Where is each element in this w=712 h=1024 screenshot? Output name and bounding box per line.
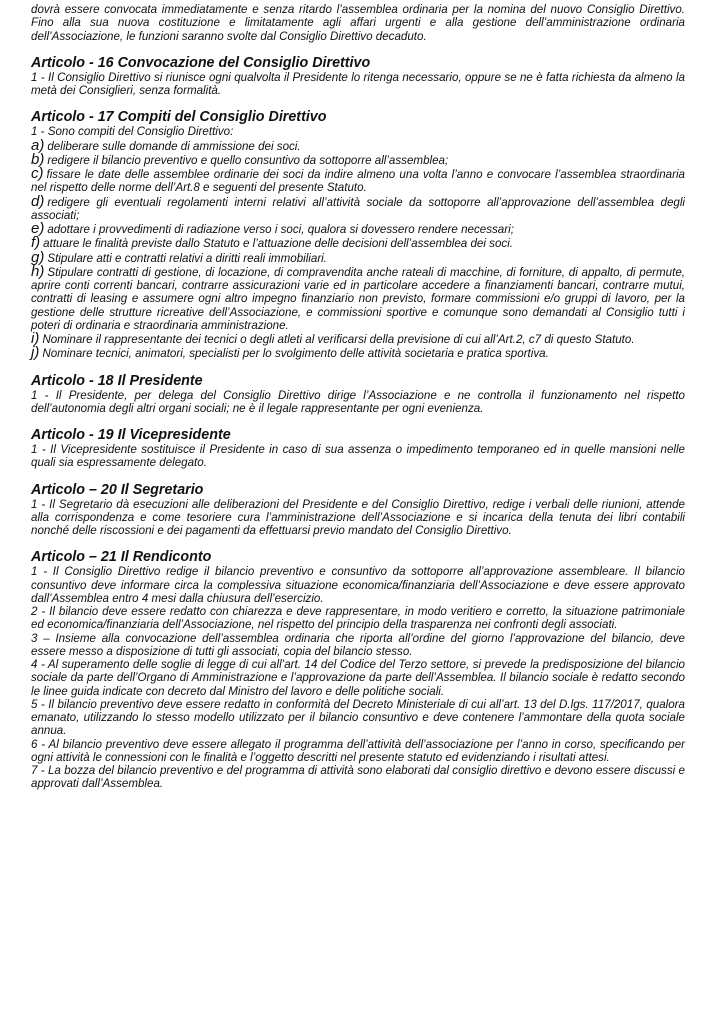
- article-17-paragraph-1: 1 - Sono compiti del Consiglio Direttivo:: [31, 125, 234, 139]
- list-item: [31, 167, 685, 195]
- article-16-paragraph-1: 1 - Il Consiglio Direttivo si riunisce ogni qualvolta il Presidente lo ritenga necessario, oppure se ne è fatta richiesta da almeno la metà dei Consiglieri, senza formalità.: [31, 70, 685, 97]
- list-item-letter: d): [31, 192, 45, 210]
- list-item: [31, 262, 685, 332]
- intro-paragraph: dovrà essere convocata immediatamente e senza ritardo l’assemblea ordinaria per la nomina del nuovo Consiglio Direttivo. Fino alla sua nuova costituzione e limitatamente agli affari urgenti e alla gestione dell’amministrazione ordinaria dell’Associazione, le funzioni saranno svolte dal Consiglio Direttivo decaduto.: [31, 3, 685, 43]
- article-21-title: Articolo – 21 Il Rendiconto: [31, 549, 212, 566]
- list-item: [31, 332, 685, 346]
- article-17-title: Articolo - 17 Compiti del Consiglio Direttivo: [31, 109, 327, 126]
- list-item-text: redigere il bilancio preventivo e quello consuntivo da sottoporre all’assemblea;: [47, 153, 449, 167]
- article-21: [31, 549, 685, 790]
- list-item-text: fissare le date delle assemblee ordinarie dei soci da indire almeno una volta l’anno e convocare l’assemblea straordinaria nel rispetto delle norme dell’Art.8 e seguenti del presente Statuto.: [31, 168, 685, 195]
- list-item-text: deliberare sulle domande di ammissione dei soci.: [47, 139, 301, 153]
- article-21-paragraph: 4 - Al superamento delle soglie di legge di cui all’art. 14 del Codice del Terzo settore, si prevede la predisposizione del bilancio sociale da parte dell’Organo di Amministrazione e l’approvazione da parte dell’Assemblea. Il bilancio sociale è redatto secondo le linee guida indicate con decreto dal Ministro del lavoro e delle politiche sociali.: [31, 658, 685, 698]
- list-item-letter: g): [31, 248, 45, 266]
- list-item: [31, 236, 685, 250]
- list-item-text: Nominare tecnici, animatori, specialisti per lo svolgimento delle attività societaria e pratica sportiva.: [42, 347, 549, 361]
- list-item-text: redigere gli eventuali regolamenti interni relativi all’attività sociale da sottoporre all’approvazione dell’assemblea degli associati;: [31, 195, 685, 222]
- article-19-paragraph-1: 1 - Il Vicepresidente sostituisce il Presidente in caso di sua assenza o impedimento temporaneo ed in quelle mansioni nelle quali sia espressamente delegato.: [31, 443, 685, 470]
- list-item-letter: b): [31, 150, 45, 168]
- list-item-letter: i): [31, 330, 40, 347]
- list-item-letter: c): [31, 165, 44, 182]
- list-item: [31, 248, 685, 266]
- list-item-letter: e): [31, 220, 45, 237]
- article-18-paragraph-1: 1 - Il Presidente, per delega del Consiglio Direttivo dirige l’Associazione e ne controlla il funzionamento nel rispetto dell’autonomia degli altri organi sociali; ne è il legale rappresentante per ogni evenienza.: [31, 388, 685, 415]
- article-21-paragraph: 7 - La bozza del bilancio preventivo e del programma di attività sono elaborati dal consiglio direttivo e devono essere discussi e approvati dall’Assemblea.: [31, 764, 685, 791]
- list-item-text: Stipulare contratti di gestione, di locazione, di compravendita anche rateali di macchine, di forniture, di appalto, di permute, aprire conti correnti bancari, contrarre assicurazioni varie ed in particolare accedere a finanziamenti bancari, contrarre mutui, contratti di leasing e assumere ogni altro impegno finanziario non previsto, formare commissioni e/o gruppi di lavoro, per la gestione delle strutture ricreative dell’Associazione, e commissioni sportive e comunque sono demandati al Consiglio tutti i poteri di ordinaria e straordinaria amministrazione.: [31, 265, 685, 332]
- article-21-paragraph: 5 - Il bilancio preventivo deve essere redatto in conformità del Decreto Ministeriale di cui all’art. 13 del D.lgs. 117/2017, qualora emanato, utilizzando lo stesso modello utilizzato per il bilancio consuntivo e deve contenere l’ammontare della quota sociale annua.: [31, 697, 685, 738]
- article-18-title: Articolo - 18 Il Presidente: [31, 372, 203, 389]
- article-20-title: Articolo – 20 Il Segretario: [31, 481, 204, 498]
- list-item-letter: a): [31, 136, 45, 154]
- article-16-title: Articolo - 16 Convocazione del Consiglio Direttivo: [31, 54, 371, 71]
- list-item: [31, 222, 685, 236]
- intro-section: [31, 3, 685, 43]
- article-16: [31, 55, 685, 98]
- article-20: [31, 482, 685, 538]
- article-17-list: [31, 136, 685, 362]
- article-21-paragraph: 3 – Insieme alla convocazione dell’assemblea ordinaria che riporta all’ordine del giorno l’approvazione del bilancio, deve essere messo a disposizione di tutti gli associati, copia del bilancio stesso.: [31, 631, 685, 658]
- list-item-text: Nominare il rappresentante dei tecnici o degli atleti al verificarsi della previsione di cui all’Art.2, c7 di questo Statuto.: [42, 333, 635, 346]
- article-18: [31, 373, 685, 416]
- list-item-letter: f): [31, 234, 41, 252]
- article-21-paragraph: 2 - Il bilancio deve essere redatto con chiarezza e deve rappresentare, in modo veritiero e corretto, la situazione patrimoniale ed economica/finanziaria dell’Associazione, nel rispetto del principio della trasparenza nei confronti degli associati.: [31, 605, 685, 632]
- list-item: [31, 136, 685, 154]
- list-item: [31, 150, 685, 168]
- article-19: [31, 427, 685, 470]
- article-19-title: Articolo - 19 Il Vicepresidente: [31, 427, 231, 443]
- article-20-paragraph-1: 1 - Il Segretario dà esecuzioni alle deliberazioni del Presidente e del Consiglio Direttivo, redige i verbali delle riunioni, attende alla corrispondenza e come tesoriere cura l’amministrazione dell’Associazione e si incarica della tenuta dei libri contabili nonché delle riscossioni e dei pagamenti da effettuarsi previo mandato del Consiglio Direttivo.: [31, 497, 685, 537]
- article-17: [31, 109, 685, 360]
- list-item-text: adottare i provvedimenti di radiazione verso i soci, qualora si dovessero rendere necessari;: [47, 223, 514, 236]
- article-21-paragraph: 6 - Al bilancio preventivo deve essere allegato il programma dell’attività dell’associazione per l’anno in corso, specificando per ogni attività le connessioni con le finalità e l’oggetto descritti nel presente statuto ed evidenziando i risultati attesi.: [31, 737, 685, 764]
- list-item-letter: h): [31, 262, 45, 280]
- list-item: [31, 192, 685, 223]
- list-item-text: attuare le finalità previste dallo Statuto e l’attuazione delle decisioni dell’assemblea dei soci.: [43, 237, 513, 251]
- list-item-letter: j): [31, 344, 40, 362]
- article-21-paragraph: 1 - Il Consiglio Direttivo redige il bilancio preventivo e consuntivo da sottoporre all’approvazione assembleare. Il bilancio consuntivo deve informare circa la complessiva situazione economica/finanziaria dell’Associazione e deve essere approvato dall’Assemblea entro 4 mesi dalla chiusura dell’esercizio.: [31, 565, 685, 605]
- list-item: [31, 346, 685, 360]
- list-item-text: Stipulare atti e contratti relativi a diritti reali immobiliari.: [47, 251, 327, 265]
